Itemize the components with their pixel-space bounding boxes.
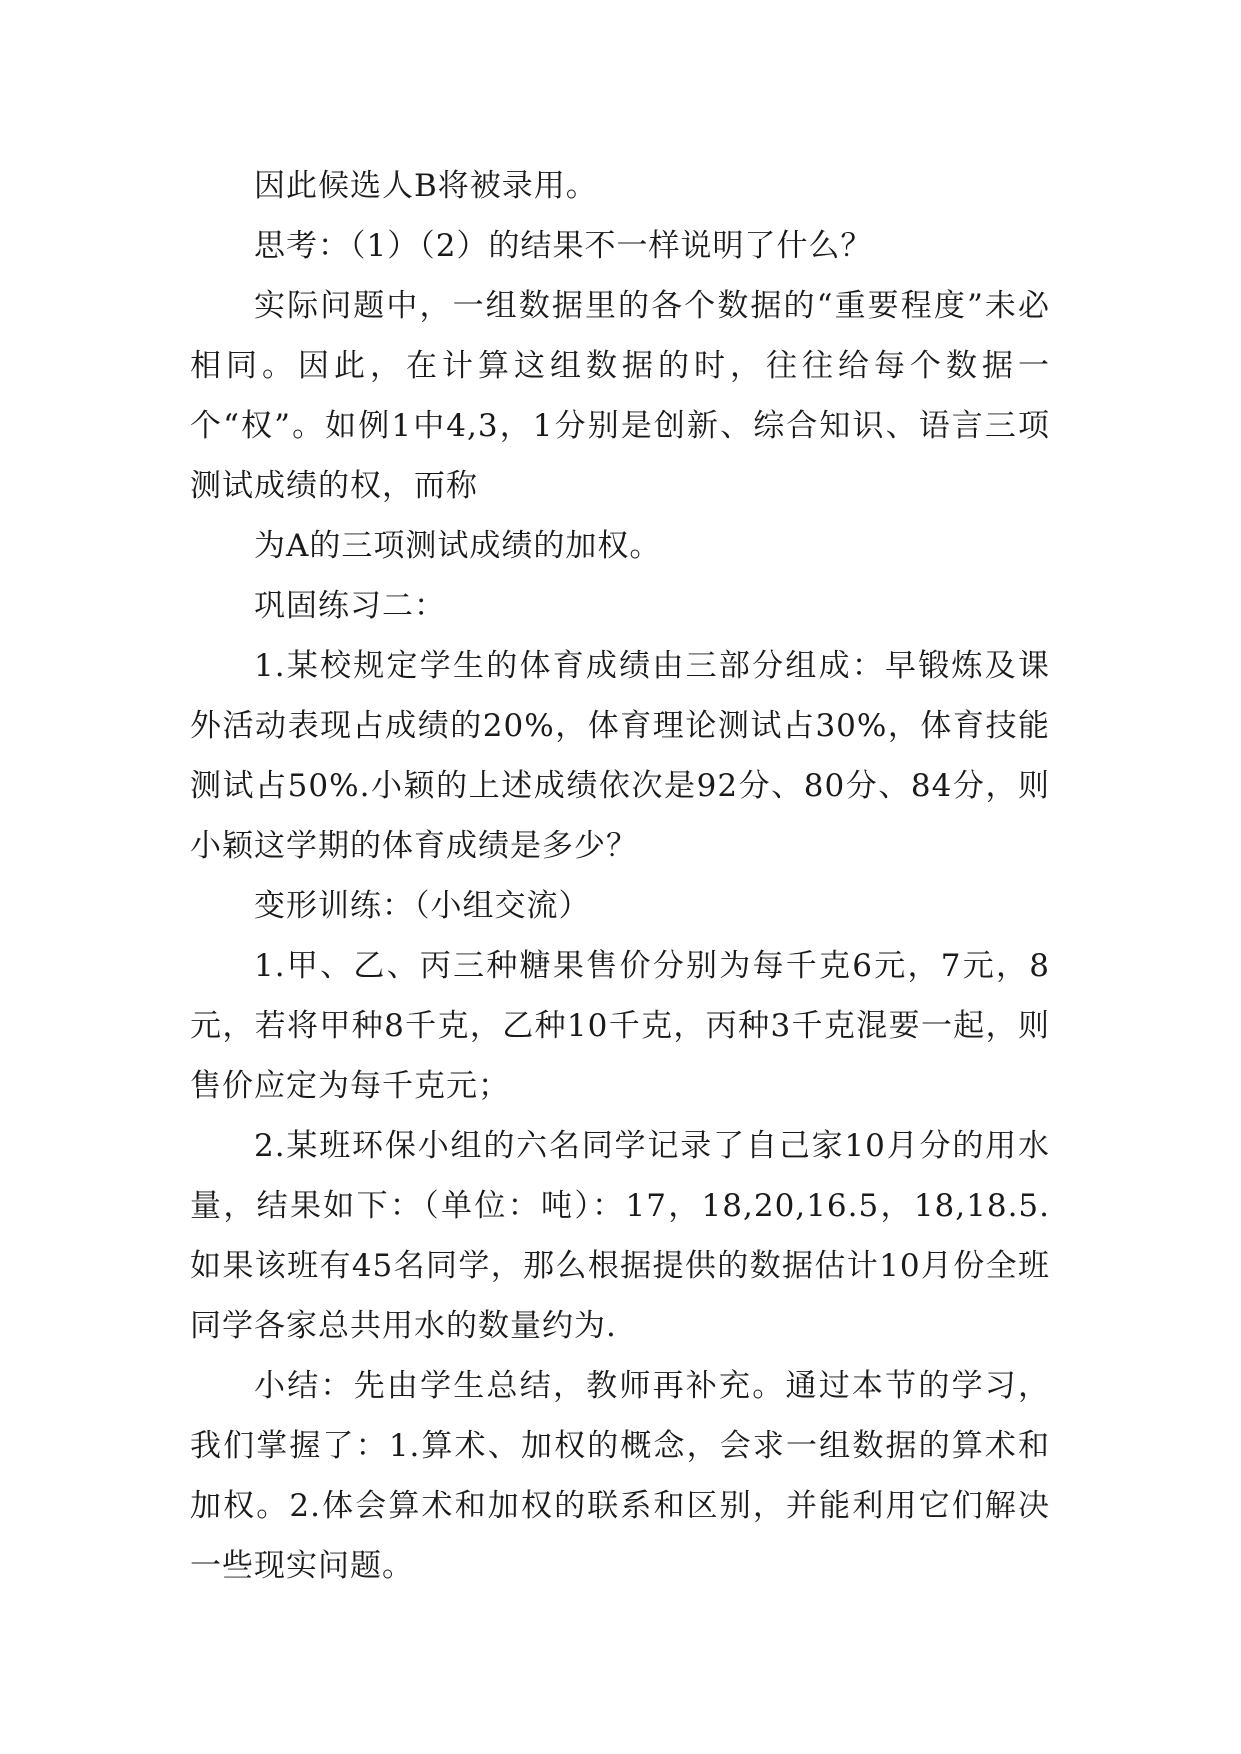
paragraph-conclusion: 因此候选人B将被录用。 [254, 168, 598, 204]
paragraph-weight-explanation: 实际问题中，一组数据里的各个数据的“重要程度”未必相同。因此，在计算这组数据的时，往往给每个数据一个“权”。如例1中4,3，1分别是创新、综合知识、语言三项测试成绩的权，而称 [190, 288, 1050, 504]
paragraph-think-question: 思考：（1）（2）的结果不一样说明了什么？ [254, 228, 873, 264]
paragraph-weight-definition: 为A的三项测试成绩的加权。 [254, 528, 662, 564]
document-body [190, 156, 1050, 1596]
paragraph-variation-1: 1.甲、乙、丙三种糖果售价分别为每千克6元，7元，8元，若将甲种8千克，乙种10千克，丙种3千克混要一起，则售价应定为每千克元； [190, 948, 1050, 1104]
paragraph-summary: 小结：先由学生总结，教师再补充。通过本节的学习，我们掌握了：1.算术、加权的概念，会求一组数据的算术和加权。2.体会算术和加权的联系和区别，并能利用它们解决一些现实问题。 [190, 1368, 1050, 1584]
paragraph-variation-heading: 变形训练：（小组交流） [254, 888, 591, 924]
paragraph-variation-2: 2.某班环保小组的六名同学记录了自己家10月分的用水量，结果如下：（单位：吨）：17，18,20,16.5，18,18.5.如果该班有45名同学，那么根据提供的数据估计10月份全班同学各家总共用水的数量约为. [190, 1128, 1050, 1344]
paragraph-practice-heading: 巩固练习二： [254, 588, 446, 624]
paragraph-practice-1: 1.某校规定学生的体育成绩由三部分组成：早锻炼及课外活动表现占成绩的20%，体育理论测试占30%，体育技能测试占50%.小颖的上述成绩依次是92分、80分、84分，则小颖这学期的体育成绩是多少？ [190, 648, 1050, 864]
